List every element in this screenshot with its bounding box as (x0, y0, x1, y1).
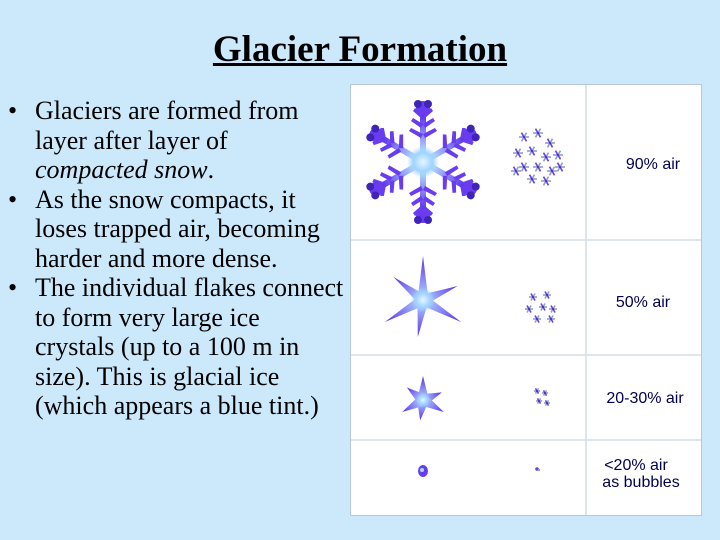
figure-canvas (351, 85, 701, 515)
tiny-flake-cluster-icon (534, 388, 550, 405)
bullet-text: As the snow compacts, it loses trapped air, becoming harder and more dense. (35, 184, 320, 273)
bullet-list (0, 96, 345, 421)
bullet-text: The individual flakes connect to form very large ice crystals (up to a 100 m in size). This is glacial ice (which appears a blue tint.) (35, 273, 344, 420)
star-crystal-icon (382, 256, 463, 338)
bullet-text: Glaciers are formed from layer after layer of (35, 96, 299, 155)
bullet-item (0, 96, 345, 185)
air-label-bubbles: as bubbles (602, 474, 680, 491)
slide-title: Glacier Formation (212, 29, 508, 70)
small-star-crystal-icon (400, 376, 447, 421)
air-label-20-30: 20-30% air (606, 390, 684, 407)
large-snowflake-icon (362, 100, 483, 224)
bullet-text-end: . (207, 155, 215, 184)
small-flake-cluster-icon (511, 129, 565, 186)
air-label-90: 90% air (625, 156, 681, 173)
ice-bubble-icon (418, 465, 428, 477)
bullet-item (0, 273, 345, 421)
air-label-under-20: <20% air (604, 457, 668, 474)
tiny-dot-icon (535, 467, 540, 471)
bullet-item (0, 185, 345, 274)
small-flake-cluster-icon (525, 292, 557, 323)
snow-compaction-figure (350, 84, 702, 516)
air-label-50: 50% air (615, 294, 671, 311)
bullet-emphasis: compacted snow (35, 155, 208, 184)
